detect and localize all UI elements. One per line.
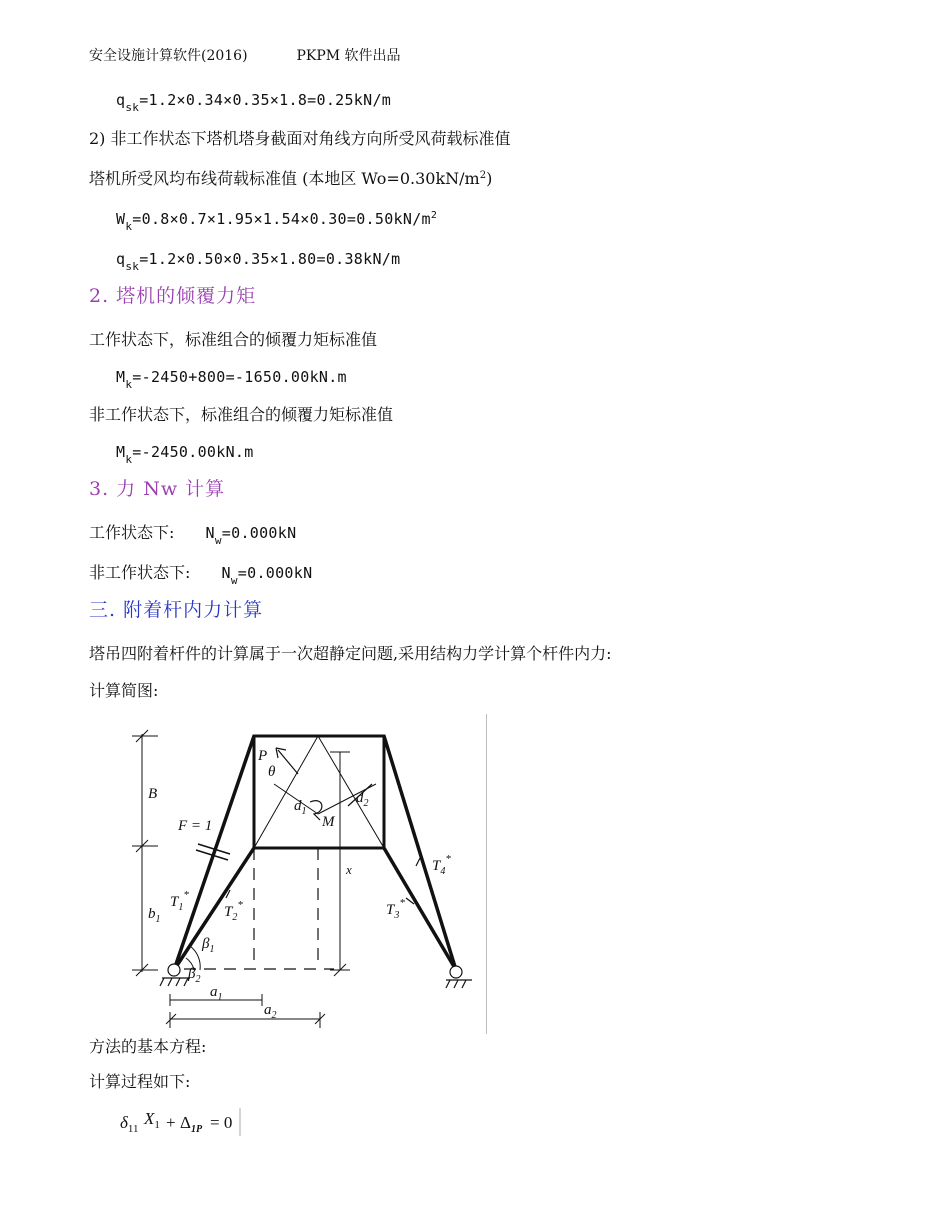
qsk-line-2 (116, 249, 401, 273)
label-b1 (148, 906, 161, 925)
qsk-line-1 (116, 90, 392, 114)
part-3-title: 三. 附着杆内力计算 (89, 599, 264, 621)
eq-x (143, 1109, 160, 1131)
nw1-formula: =0.000kN (221, 524, 297, 542)
eq-delta (120, 1113, 139, 1135)
nw2-label: 非工作状态下: (89, 563, 191, 582)
mk-line-2 (116, 442, 254, 466)
wind-intro (89, 169, 492, 189)
mk2-formula: =-2450.00kN.m (132, 443, 254, 461)
t4-subscript: 4 (440, 866, 446, 877)
label-a2 (264, 1002, 277, 1021)
process-label: 计算过程如下: (89, 1072, 191, 1091)
qsk-subscript: sk (125, 101, 140, 114)
eq-x-symbol: X (144, 1109, 155, 1128)
eq-delta-symbol: δ (120, 1113, 128, 1132)
eq-Delta-subscript: 1P (190, 1124, 203, 1135)
header-software (89, 46, 401, 66)
nw1-subscript: w (214, 534, 222, 547)
qsk2-formula: =1.2×0.50×0.35×1.80=0.38kN/m (139, 250, 401, 268)
label-M: M (322, 814, 335, 830)
mk1-subscript: k (125, 378, 133, 391)
label-x: x (346, 862, 352, 877)
beta2-subscript: 2 (195, 974, 201, 985)
t3-star: * (399, 897, 405, 909)
item-2-heading: 2) 非工作状态下塔机塔身截面对角线方向所受风荷载标准值 (89, 129, 511, 148)
t1-star: * (183, 889, 189, 901)
label-beta1 (201, 936, 214, 955)
t2-star: * (237, 899, 243, 911)
qsk2-symbol: q (116, 250, 126, 268)
qsk-formula: =1.2×0.34×0.35×1.8=0.25kN/m (139, 91, 392, 109)
beta1-subscript: 1 (209, 944, 215, 955)
t4-symbol: T (432, 858, 441, 874)
t2-symbol: T (224, 904, 233, 920)
label-theta: θ (268, 764, 276, 780)
label-P: P (258, 748, 268, 764)
a2-symbol: a (264, 1002, 272, 1018)
structure-diagram (118, 714, 488, 1036)
label-beta2 (187, 966, 200, 985)
diagram-caption: 计算简图: (89, 681, 159, 700)
nw-line-1 (89, 523, 297, 547)
t1-subscript: 1 (178, 902, 184, 913)
label-d1 (294, 798, 307, 817)
beta2-symbol: β (188, 966, 196, 982)
wk-line (116, 209, 438, 233)
wind-intro-text: 塔机所受风均布线荷载标准值 (本地区 Wo=0.30kN/m (89, 169, 480, 188)
d2-symbol: d (356, 790, 364, 806)
nw2-subscript: w (230, 574, 238, 587)
nw1-label: 工作状态下: (89, 523, 175, 542)
mk-line-1 (116, 367, 347, 391)
qsk-symbol: q (116, 91, 126, 109)
eq-x-subscript: 1 (154, 1119, 160, 1131)
method-label: 方法的基本方程: (89, 1037, 207, 1056)
nonwork-state-moment-label: 非工作状态下，标准组合的倾覆力矩标准值 (89, 405, 394, 424)
nw1-value (205, 524, 297, 547)
section-3-title: 3. 力 Nw 计算 (89, 478, 226, 500)
label-T2 (224, 899, 243, 923)
eq-equals: = 0 (210, 1113, 233, 1132)
nw-line-2 (89, 563, 313, 587)
mk1-formula: =-2450+800=-1650.00kN.m (132, 368, 347, 386)
a1-subscript: 1 (217, 992, 223, 1003)
nw2-symbol: N (221, 564, 231, 582)
mk1-symbol: M (116, 368, 126, 386)
wk-formula: =0.8×0.7×1.95×1.54×0.30=0.50kN/m (132, 210, 431, 228)
wind-intro-sup: 2 (479, 170, 487, 181)
software-name: 安全设施计算软件(2016) (89, 48, 248, 64)
label-T1 (170, 889, 189, 913)
d1-symbol: d (294, 798, 302, 814)
d1-subscript: 1 (301, 806, 307, 817)
t2-subscript: 2 (232, 912, 238, 923)
eq-Delta-symbol: Δ (180, 1113, 191, 1132)
basic-equation (118, 1106, 242, 1138)
a1-symbol: a (210, 984, 218, 1000)
label-T4 (432, 853, 451, 877)
t1-symbol: T (170, 894, 179, 910)
nw1-symbol: N (205, 524, 215, 542)
nw2-value (221, 564, 313, 587)
mk2-symbol: M (116, 443, 126, 461)
label-d2 (356, 790, 369, 809)
label-T3 (386, 897, 405, 921)
wind-intro-close: ) (486, 169, 493, 188)
wk-subscript: k (125, 220, 133, 233)
eq-plus: + (166, 1113, 176, 1132)
label-F: F = 1 (178, 818, 213, 834)
t4-star: * (445, 853, 451, 865)
b1-subscript: 1 (155, 914, 161, 925)
section-2-title: 2. 塔机的倾覆力矩 (89, 285, 257, 307)
vendor-name: PKPM 软件出品 (296, 48, 401, 64)
eq-delta-subscript: 11 (127, 1123, 139, 1135)
eq-Delta (180, 1113, 203, 1135)
b1-symbol: b (148, 906, 156, 922)
wk-symbol: W (116, 210, 126, 228)
beta1-symbol: β (202, 936, 210, 952)
work-state-moment-label: 工作状态下，标准组合的倾覆力矩标准值 (89, 330, 378, 349)
t3-subscript: 3 (394, 910, 400, 921)
qsk2-subscript: sk (125, 260, 140, 273)
part-3-intro: 塔吊四附着杆件的计算属于一次超静定问题,采用结构力学计算个杆件内力: (89, 644, 612, 663)
t3-symbol: T (386, 902, 395, 918)
nw2-formula: =0.000kN (237, 564, 313, 582)
a2-subscript: 2 (271, 1010, 277, 1021)
mk2-subscript: k (125, 453, 133, 466)
label-B: B (148, 786, 158, 802)
d2-subscript: 2 (363, 798, 369, 809)
wk-sup: 2 (430, 210, 438, 221)
